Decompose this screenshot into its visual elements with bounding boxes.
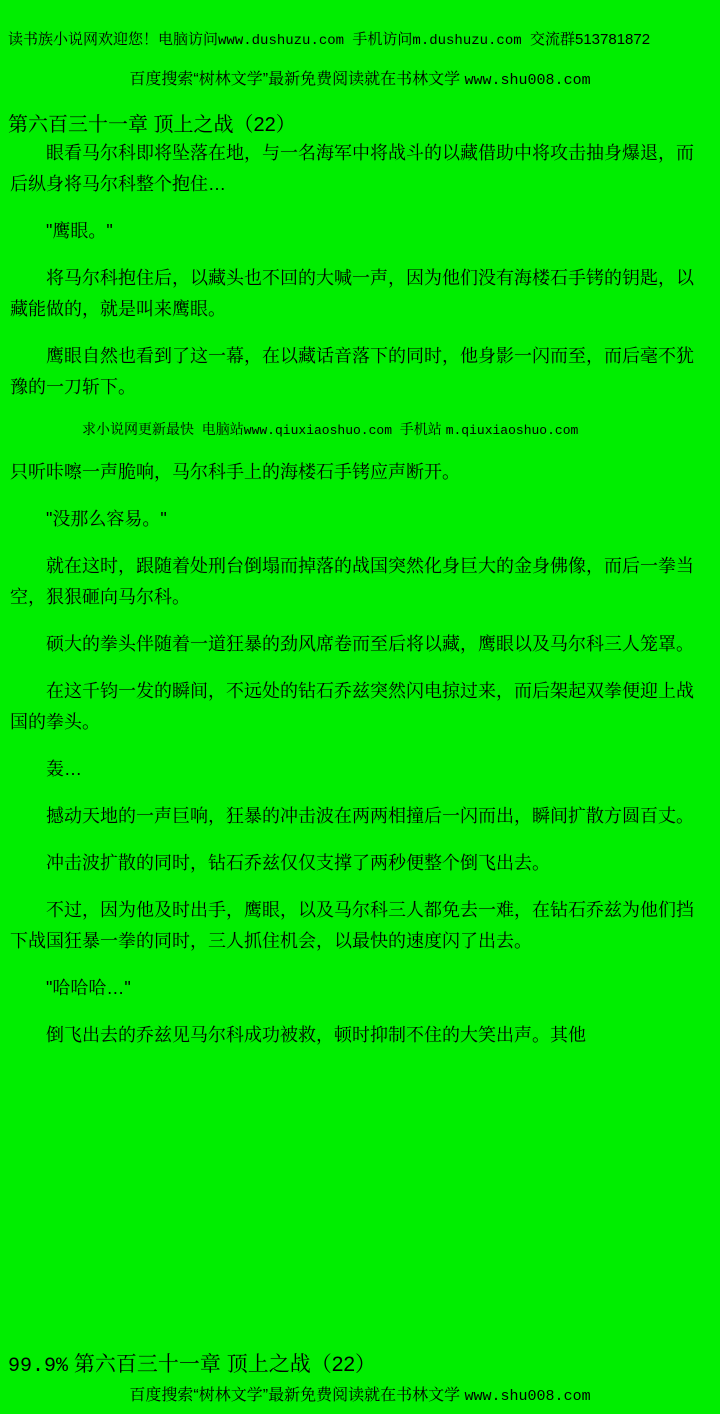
inline-ad-mobile-label: 手机站 (399, 421, 442, 437)
paragraph: 只听咔嚓一声脆响，马尔科手上的海楼石手铐应声断开。 (10, 462, 460, 482)
paragraph: 硕大的拳头伴随着一道狂暴的劲风席卷而至后将以藏，鹰眼以及马尔科三人笼罩。 (46, 634, 694, 654)
pc-access-url[interactable]: www.dushuzu.com (218, 33, 345, 49)
paragraph: 不过，因为他及时出手，鹰眼，以及马尔科三人都免去一难，在钻石乔兹为他们挡下战国狂暴一拳的同时，三人抓住机会，以最快的速度闪了出去。 (10, 900, 694, 951)
site-welcome-text: 读书族小说网欢迎您！ (8, 31, 159, 48)
progress-status-bar (0, 1351, 720, 1385)
paragraph: "鹰眼。" (46, 221, 113, 241)
paragraph: 在这千钧一发的瞬间，不远处的钻石乔兹突然闪电掠过来，而后架起双拳便迎上战国的拳头。 (10, 681, 694, 732)
qq-group-text: 交流群513781872 (529, 31, 651, 48)
paragraph: "哈哈哈…" (46, 978, 131, 998)
paragraph: 轰… (46, 759, 82, 779)
baidu-search-text: 百度搜索“树林文学”最新免费阅读就在书林文学 (129, 71, 461, 88)
footer-chapter-title: 第六百三十一章 顶上之战（22） (73, 1353, 377, 1376)
chapter-title: 第六百三十一章 顶上之战（22） (8, 114, 296, 136)
footer-baidu-search-url[interactable]: www.shu008.com (464, 1388, 591, 1405)
inline-ad-pc-url[interactable]: www.qiuxiaoshuo.com (243, 423, 393, 438)
progress-percent: 99.9% (8, 1355, 69, 1378)
footer-baidu-search-text: 百度搜索“树林文学”最新免费阅读就在书林文学 (129, 1387, 461, 1404)
paragraph: 鹰眼自然也看到了这一幕，在以藏话音落下的同时，他身影一闪而至，而后毫不犹豫的一刀斩下。 (10, 346, 694, 397)
paragraph: 将马尔科抱住后，以藏头也不回的大喊一声，因为他们没有海楼石手铐的钥匙，以藏能做的，就是叫来鹰眼。 (10, 268, 694, 319)
baidu-search-header (0, 69, 720, 92)
reader-footer (0, 1351, 720, 1414)
inline-ad-label: 求小说网更新最快 (82, 421, 194, 437)
site-ad-header (0, 0, 720, 51)
paragraph: 撼动天地的一声巨响，狂暴的冲击波在两两相撞后一闪而出，瞬间扩散方圆百丈。 (46, 806, 694, 826)
inline-ad-banner (10, 419, 710, 441)
paragraph: "没那么容易。" (46, 509, 167, 529)
inline-ad-mobile-url[interactable]: m.qiuxiaoshuo.com (445, 423, 579, 438)
inline-ad-pc-label: 电脑站 (201, 421, 244, 437)
pc-access-label: 电脑访问 (158, 31, 219, 48)
mobile-access-label: 手机访问 (352, 31, 413, 48)
paragraph: 冲击波扩散的同时，钻石乔兹仅仅支撑了两秒便整个倒飞出去。 (46, 853, 550, 873)
baidu-search-url[interactable]: www.shu008.com (464, 72, 591, 89)
baidu-search-footer (0, 1385, 720, 1414)
mobile-access-url[interactable]: m.dushuzu.com (412, 33, 522, 49)
paragraph: 眼看马尔科即将坠落在地，与一名海军中将战斗的以藏借助中将攻击抽身爆退，而后纵身将马尔科整个抱住… (10, 143, 694, 194)
paragraph: 倒飞出去的乔兹见马尔科成功被救，顿时抑制不住的大笑出声。其他 (46, 1025, 586, 1045)
paragraph: 就在这时，跟随着处刑台倒塌而掉落的战国突然化身巨大的金身佛像，而后一拳当空，狠狠砸向马尔科。 (10, 556, 694, 607)
chapter-body (10, 138, 710, 1051)
